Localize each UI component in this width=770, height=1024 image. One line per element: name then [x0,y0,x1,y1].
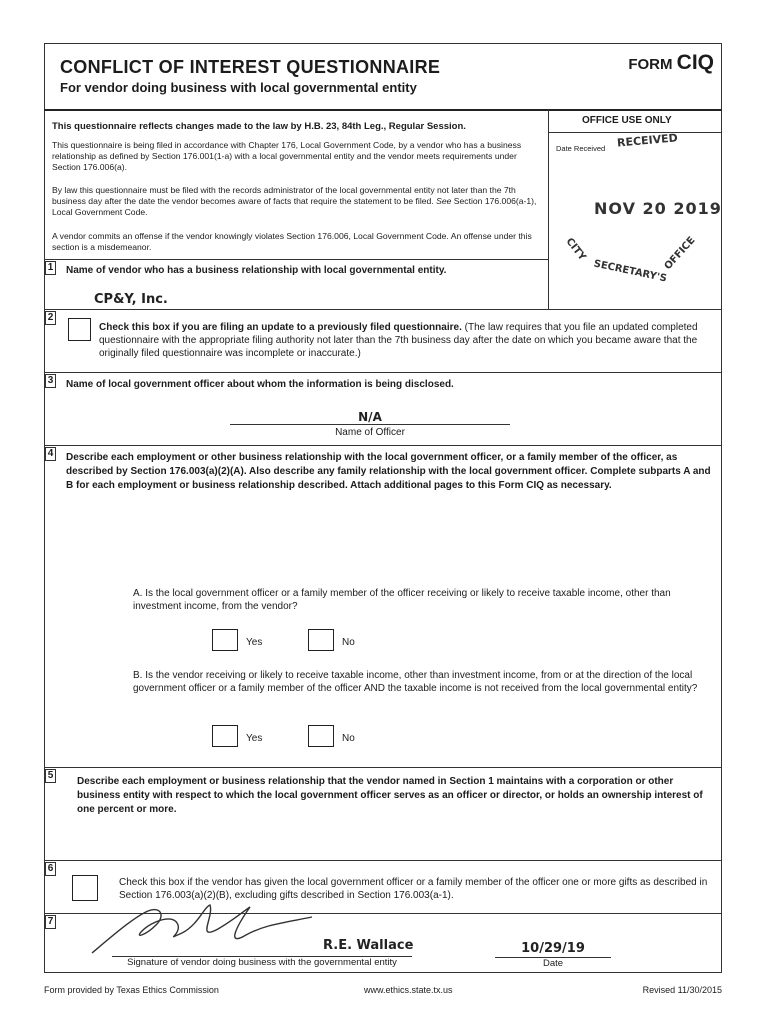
question-a-yes-checkbox[interactable] [212,629,238,651]
form-code-value: CIQ [676,51,714,74]
form-label: FORM [628,56,673,73]
vendor-name-value[interactable]: CP&Y, Inc. [94,292,168,307]
section-6-top-rule [44,860,722,861]
question-a-yes-label: Yes [246,637,263,648]
stamp-secretary: SECRETARY'S [592,258,668,285]
signature-stroke [92,905,312,953]
question-b-yes-label: Yes [246,733,263,744]
question-b-yes-checkbox[interactable] [212,725,238,747]
update-checkbox[interactable] [68,318,91,341]
footer-url[interactable]: www.ethics.state.tx.us [364,985,453,995]
office-box-left [548,109,549,309]
section-2-label-bold: Check this box if you are filing an update to a previously filed questionnaire. [99,322,462,333]
form-subtitle: For vendor doing business with local governmental entity [60,80,417,95]
intro-para-2 [52,185,542,218]
section-4-number: 4 [45,447,56,461]
question-b: B. Is the vendor receiving or likely to receive taxable income, other than investment income, from or at the direction of the local government officer or a family member of the officer AND the taxable income is not received from the local governmental entity? [133,670,698,694]
section-2-label [99,321,711,360]
date-value[interactable]: 10/29/19 [521,941,585,956]
section-2-label-rest: (The law requires that you file an updated completed questionnaire with the appropriate filing authority not later than the 7th business day after the date on which you became aware that the originally filed questionnaire was incomplete or inaccurate.) [99,322,698,359]
section-1-top-rule [44,259,548,260]
section-1-label: Name of vendor who has a business relationship with local governmental entity. [66,265,447,276]
stamp-city: CITY [563,236,588,263]
section-5-top-rule [44,767,722,768]
intro-para-2-see: See [436,196,452,206]
stamp-date: NOV 20 2019 [594,199,722,218]
intro-para-2b: Section 176.006(a-1), Local Government Code. [52,196,537,217]
intro-para-3: A vendor commits an offense if the vendor knowingly violates Section 176.006, Local Government Code. An offense under this section is a misdemeanor. [52,231,532,252]
header-divider [44,109,722,111]
law-note: This questionnaire reflects changes made to the law by H.B. 23, 84th Leg., Regular Session. [52,121,466,132]
question-b-no-checkbox[interactable] [308,725,334,747]
signature-mark [86,895,326,965]
section-5-label: Describe each employment or business relationship that the vendor named in Section 1 maintains with a corporation or other business entity with respect to which the local government officer serves as an officer or director, or holds an ownership interest of one percent or more. [77,776,703,815]
form-title: CONFLICT OF INTEREST QUESTIONNAIRE [60,57,441,77]
section-6-number: 6 [45,862,56,876]
date-caption: Date [542,958,564,969]
section-3-top-rule [44,372,722,373]
officer-name-value[interactable]: N/A [358,410,382,424]
section-3-number: 3 [45,374,56,388]
intro-para-2a: By law this questionnaire must be filed with the records administrator of the local governmental entity not later than the 7th business day after the date the vendor becomes aware of facts that require the statement to be filed. [52,185,516,206]
office-use-heading: OFFICE USE ONLY [582,115,672,126]
section-3-label: Name of local government officer about whom the information is being disclosed. [66,379,454,390]
footer-revised: Revised 11/30/2015 [642,985,722,995]
section-4-label: Describe each employment or other business relationship with the local government officer, or a family member of the officer, as described by Section 176.003(a)(2)(A). Also describe any family relationship with the local government officer. Complete subparts A and B for each employment or business relationship described. Attach additional pages to this Form CIQ as necessary. [66,452,711,491]
office-heading-divider [548,132,722,133]
signer-name: R.E. Wallace [323,938,414,953]
section-4-top-rule [44,445,722,446]
form-border [44,43,722,973]
section-2-top-rule [44,309,722,310]
signature-caption: Signature of vendor doing business with the governmental entity [127,957,397,968]
section-7-number: 7 [45,915,56,929]
date-received-label: Date Received [556,144,606,153]
question-a-no-label: No [342,637,355,648]
intro-para-1: This questionnaire is being filed in accordance with Chapter 176, Local Government Code, by a vendor who has a business relationship as defined by Section 176.001(1-a) with a local governmental entity and the vendor meets requirements under Section 176.006(a). [52,140,522,172]
question-a-no-checkbox[interactable] [308,629,334,651]
stamp-received: RECEIVED [616,131,679,150]
officer-name-caption: Name of Officer [335,427,405,438]
section-1-number: 1 [45,261,56,275]
section-6-label: Check this box if the vendor has given the local government officer or a family member of the officer one or more gifts as described in Section 176.003(a)(2)(B), excluding gifts described in Section 176.003(a-1). [119,877,708,901]
section-2-number: 2 [45,311,56,325]
footer-provider: Form provided by Texas Ethics Commission [44,985,219,995]
question-a: A. Is the local government officer or a family member of the officer receiving or likely to receive taxable income, other than investment income, from the vendor? [133,588,671,612]
question-b-no-label: No [342,733,355,744]
stamp-office: OFFICE [662,234,698,273]
form-code [628,51,714,75]
officer-name-line [230,424,510,425]
section-5-number: 5 [45,769,56,783]
